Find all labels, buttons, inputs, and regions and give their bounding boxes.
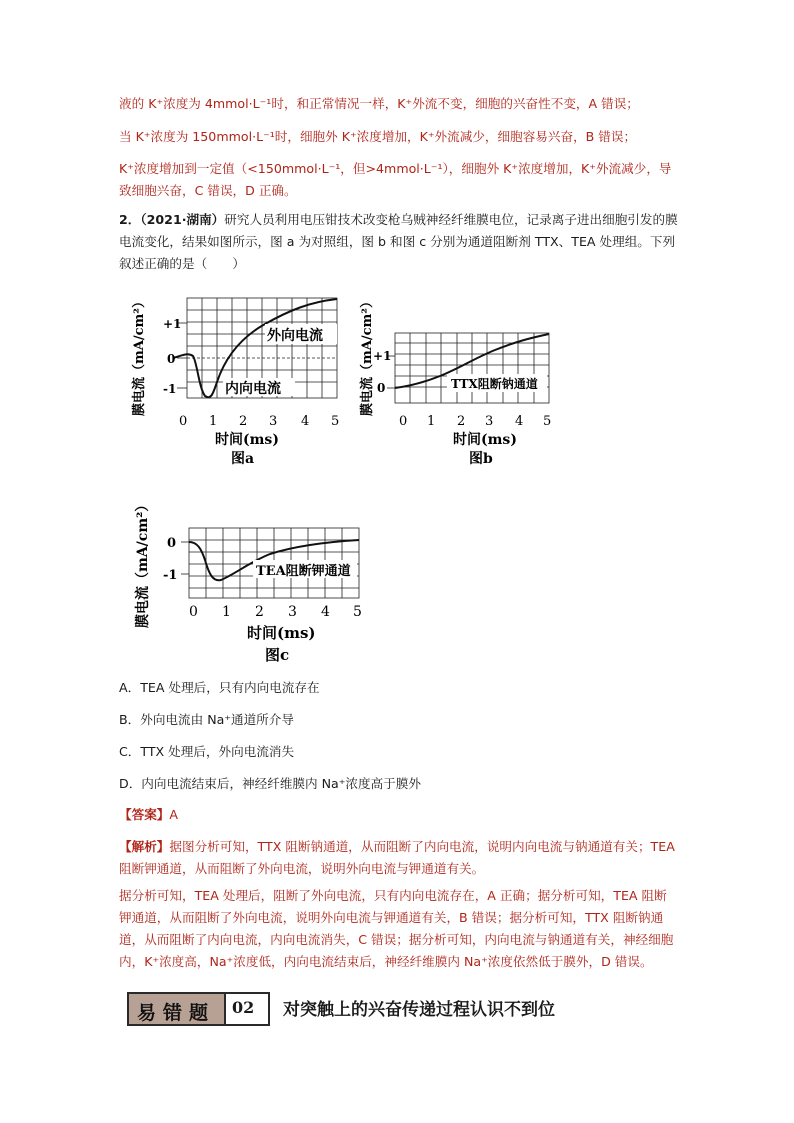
ytick: +1	[163, 317, 182, 331]
explanation-line-1: 液的 K⁺浓度为 4mmol·L⁻¹时，和正常情况一样，K⁺外流不变，细胞的兴奋性不变，A 错误；	[119, 96, 639, 111]
error-topic-banner	[127, 992, 270, 1026]
y-axis-label: 膜电流（mA/cm²）	[135, 497, 151, 628]
xtick: 3	[269, 414, 278, 429]
option-c: C．TTX 处理后，外向电流消失	[119, 744, 295, 759]
figure-b	[355, 288, 565, 473]
question-stem	[119, 209, 679, 275]
xtick: 3	[485, 414, 494, 429]
xtick: 0	[189, 604, 198, 620]
banner-title: 对突触上的兴奋传递过程认识不到位	[283, 1000, 555, 1020]
x-axis-label: 时间(ms)	[453, 432, 517, 448]
xtick: 5	[353, 604, 362, 620]
xtick: 2	[255, 604, 264, 620]
xtick: 1	[427, 414, 436, 429]
outward-current-label: 外向电流	[267, 328, 323, 344]
tea-note: TEA阻断钾通道	[256, 564, 351, 579]
banner-number: 02	[226, 992, 270, 1026]
ttx-note: TTX阻断钠通道	[451, 377, 538, 391]
xtick: 5	[331, 414, 340, 429]
ytick: -1	[163, 382, 177, 396]
answer	[119, 804, 679, 826]
ytick: 0	[167, 352, 176, 366]
ytick: +1	[373, 349, 392, 363]
question-source: （2021·湖南）	[140, 212, 225, 227]
analysis-para-1	[119, 836, 679, 880]
xtick: 2	[457, 414, 466, 429]
answer-value: A	[169, 807, 178, 822]
figure-a	[125, 288, 355, 473]
figure-b-caption: 图b	[469, 451, 493, 467]
xtick: 4	[515, 414, 524, 429]
analysis-text-1: 据图分析可知，TTX 阻断钠通道，从而阻断了内向电流，说明内向电流与钠通道有关；TEA 阻断钾通道，从而阻断了外向电流，说明外向电流与钾通道有关。	[119, 839, 675, 876]
xtick: 2	[239, 414, 248, 429]
xtick: 4	[301, 414, 310, 429]
question-number: 2．	[119, 212, 141, 227]
xtick: 3	[288, 604, 297, 620]
x-axis-label: 时间(ms)	[215, 432, 279, 448]
banner-tag: 易错题	[127, 992, 226, 1026]
option-a: A．TEA 处理后，只有内向电流存在	[119, 680, 320, 695]
explanation-line-3: K⁺浓度增加到一定值（<150mmol·L⁻¹，但>4mmol·L⁻¹），细胞外 K⁺浓度增加，K⁺外流减少，导致细胞兴奋，C 错误，D 正确。	[119, 161, 672, 198]
question-text: 研究人员利用电压钳技术改变枪乌贼神经纤维膜电位，记录离子进出细胞引发的膜电流变化，结果如图所示，图 a 为对照组，图 b 和图 c 分别为通道阻断剂 TTX、TEA 处理组。下列叙述正确的是（ ）	[119, 212, 678, 271]
y-axis-label: 膜电流（mA/cm²）	[360, 295, 375, 416]
figure-a-caption: 图a	[231, 451, 255, 467]
answer-label: 【答案】	[119, 807, 170, 822]
ytick: 0	[377, 381, 386, 395]
option-b: B．外向电流由 Na⁺通道所介导	[119, 712, 294, 727]
xtick: 1	[222, 604, 231, 620]
option-d: D．内向电流结束后，神经纤维膜内 Na⁺浓度高于膜外	[119, 776, 421, 791]
xtick: 0	[399, 414, 408, 429]
figure-c	[125, 488, 375, 668]
explanation-line-2: 当 K⁺浓度为 150mmol·L⁻¹时，细胞外 K⁺浓度增加，K⁺外流减少，细胞容易兴奋，B 错误；	[119, 129, 637, 144]
ytick: -1	[163, 568, 178, 583]
figure-c-caption: 图c	[265, 646, 290, 664]
inward-current-label: 内向电流	[225, 381, 281, 397]
xtick: 5	[543, 414, 552, 429]
xtick: 0	[179, 414, 188, 429]
analysis-para-2: 据分析可知，TEA 处理后，阻断了外向电流，只有内向电流存在，A 正确；据分析可知，TEA 阻断钾通道，从而阻断了外向电流，说明外向电流与钾通道有关，B 错误；据分析可知，TTX 阻断钠通道，从而阻断了内向电流，内向电流消失，C 错误；据分析可知，内向电流与钠通道有关，神经细胞内，K⁺浓度高，Na⁺浓度低，内向电流结束后，神经纤维膜内 Na⁺浓度依然低于膜外，D 错误。	[119, 888, 674, 969]
y-axis-label: 膜电流（mA/cm²）	[132, 295, 147, 416]
xtick: 4	[321, 604, 330, 620]
analysis-label: 【解析】	[119, 839, 170, 854]
ytick: 0	[167, 536, 177, 551]
x-axis-label: 时间(ms)	[247, 624, 316, 642]
xtick: 1	[209, 414, 218, 429]
